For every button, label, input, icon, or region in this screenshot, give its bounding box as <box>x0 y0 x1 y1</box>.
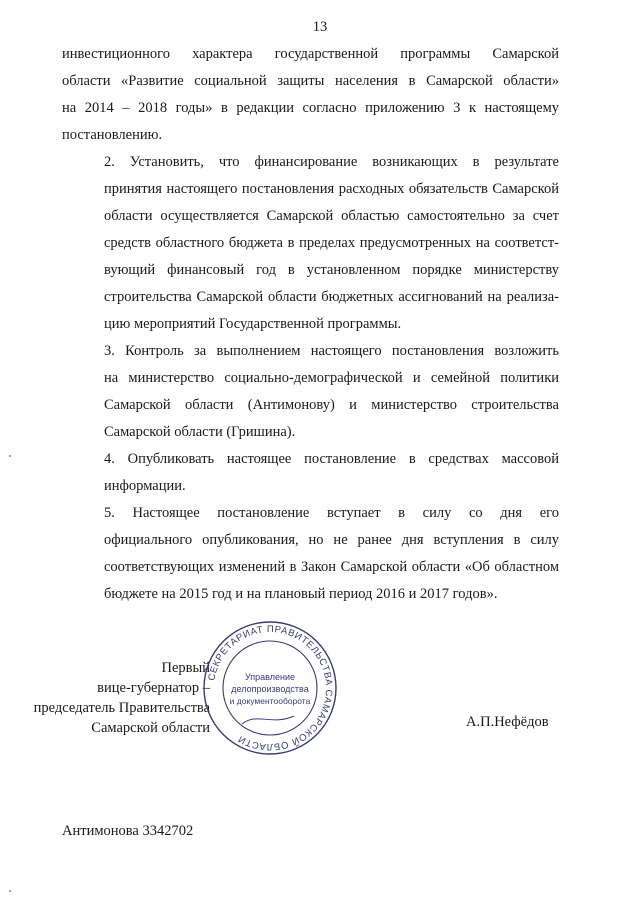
text-line: Самарской области (Гришина). <box>104 424 296 440</box>
text-line: Самарской области (Антимонову) и министерство строительства <box>104 397 559 413</box>
executor-contact: Антимонова 3342702 <box>62 823 194 839</box>
paragraph-2 <box>62 149 559 338</box>
text-line: области осуществляется Самарской областью самостоятельно за счет <box>104 208 559 224</box>
text-line: 5. Настоящее постановление вступает в силу со дня его <box>104 505 559 521</box>
seal-outer-text: СЕКРЕТАРИАТ ПРАВИТЕЛЬСТВА САМАРСКОЙ ОБЛАСТИ <box>206 623 335 753</box>
signatory-title-line: Самарской области <box>91 720 210 736</box>
text-line: соответствующих изменений в Закон Самарской области «Об областном <box>104 559 559 575</box>
signatory-title-line: председатель Правительства <box>33 700 210 716</box>
official-seal <box>202 620 338 756</box>
seal-inner-line: и документооборота <box>229 696 311 706</box>
text-line: информации. <box>104 478 186 494</box>
seal-inner-line: делопроизводства <box>231 684 309 694</box>
text-line: постановлению. <box>62 127 163 143</box>
text-line: бюджете на 2015 год и на плановый период 2016 и 2017 годов». <box>104 586 498 602</box>
text-line: строительства Самарской области бюджетных ассигнований на реализа- <box>104 289 559 305</box>
scan-speck <box>9 890 11 892</box>
signatory-title <box>34 658 210 738</box>
text-line: средств областного бюджета в пределах предусмотренных на соответст- <box>104 235 559 251</box>
text-line: инвестиционного характера государственной программы Самарской <box>62 46 559 62</box>
text-line: 2. Установить, что финансирование возникающих в результате <box>104 154 559 170</box>
text-line: области «Развитие социальной защиты населения в Самарской области» <box>62 73 559 89</box>
scan-speck <box>9 455 11 457</box>
seal-inner-line: Управление <box>244 672 296 682</box>
paragraph-3 <box>62 338 559 446</box>
page-number: 13 <box>312 19 328 35</box>
text-line: вующий финансовый год в установленном порядке министерству <box>104 262 559 278</box>
paragraph-4 <box>62 446 559 500</box>
text-line: на министерство социально-демографической и семейной политики <box>104 370 559 386</box>
text-line: на 2014 – 2018 годы» в редакции согласно приложению 3 к настоящему <box>62 100 559 116</box>
text-line: 3. Контроль за выполнением настоящего постановления возложить <box>104 343 559 359</box>
text-line: 4. Опубликовать настоящее постановление в средствах массовой <box>104 451 559 467</box>
text-line: официального опубликования, но не ранее дня вступления в силу <box>104 532 559 548</box>
paragraph-1 <box>62 41 559 149</box>
paragraph-5 <box>62 500 559 608</box>
document-body <box>62 41 559 608</box>
text-line: принятия настоящего постановления расходных обязательств Самарской <box>104 181 559 197</box>
signatory-title-line: Первый <box>161 660 210 676</box>
seal-stroke <box>242 716 294 724</box>
text-line: цию мероприятий Государственной программы. <box>104 316 402 332</box>
signatory-title-line: вице-губернатор – <box>97 680 210 696</box>
signatory-name: А.П.Нефёдов <box>466 714 549 730</box>
